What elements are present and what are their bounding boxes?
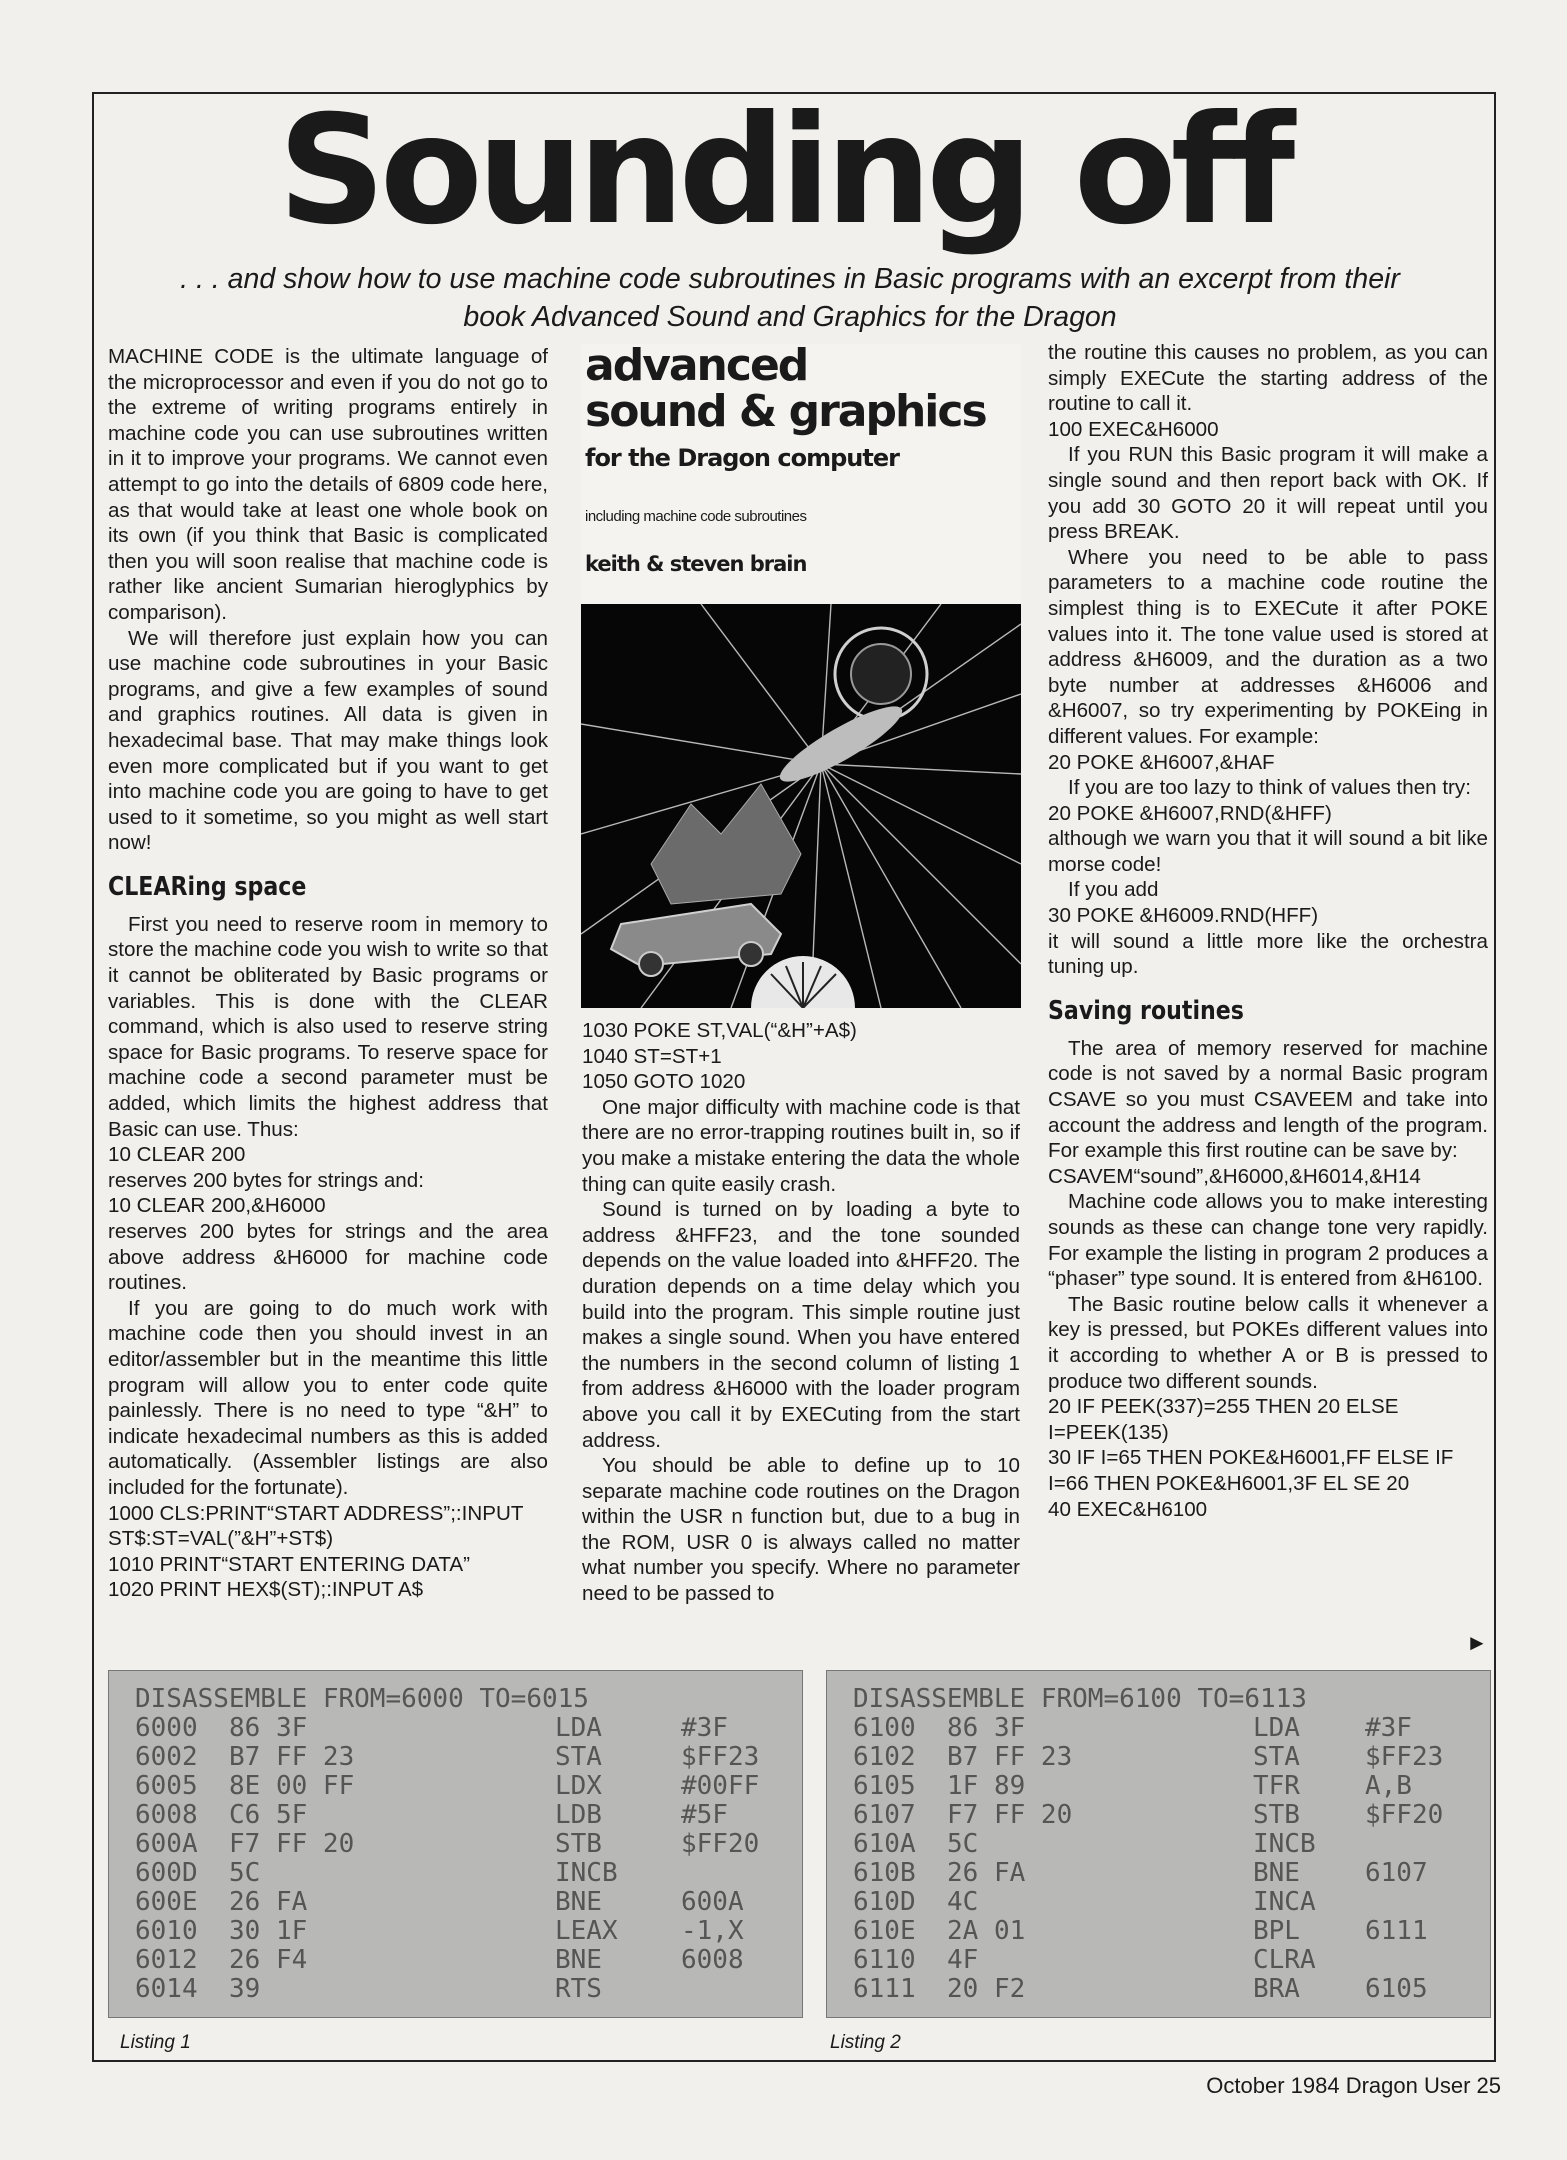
listing-row: 6014 39 RTS <box>135 1974 602 2004</box>
paragraph: If you add <box>1068 878 1159 902</box>
listing-1-panel <box>108 1670 803 2018</box>
code-line: 1050 GOTO 1020 <box>582 1070 746 1094</box>
code-line: 1000 CLS:PRINT“START ADDRESS”;:INPUT ST$:ST=VAL(”&H”+ST$) <box>108 1501 524 1551</box>
code-line: 1030 POKE ST,VAL(“&H”+A$) <box>582 1019 857 1042</box>
listing-2-panel <box>826 1670 1491 2018</box>
listing-header: DISASSEMBLE FROM=6000 TO=6015 <box>135 1684 589 1714</box>
listing-row: 600D 5C INCB <box>135 1858 618 1888</box>
article-title: Sounding off <box>277 84 1290 258</box>
book-subtitle-line: including machine code subroutines <box>585 508 807 525</box>
book-authors: keith & steven brain <box>585 552 807 576</box>
code-line: 20 POKE &H6007,RND(&HFF) <box>1048 801 1332 825</box>
paragraph: it will sound a little more like the orchestra tuning up. <box>1048 929 1488 979</box>
paragraph: If you are too lazy to think of values then try: <box>1068 776 1471 800</box>
listing-row: 6008 C6 5F LDB #5F <box>135 1800 728 1830</box>
section-heading-saving-routines: Saving routines <box>1048 995 1244 1026</box>
code-line: 20 POKE &H6007,&HAF <box>1048 750 1275 774</box>
page-footer: October 1984 Dragon User 25 <box>1206 2073 1501 2098</box>
paragraph: the routine this causes no problem, as you can simply EXECute the starting address of the routine to call it. <box>1048 341 1488 416</box>
listing-row: 610B 26 FA BNE 6107 <box>853 1858 1428 1888</box>
book-cover-title-area <box>581 344 1021 604</box>
code-line: 10 CLEAR 200,&H6000 <box>108 1194 326 1218</box>
column-3 <box>1048 340 1488 1522</box>
listing-row: 610E 2A 01 BPL 6111 <box>853 1916 1428 1946</box>
listing-header: DISASSEMBLE FROM=6100 TO=6113 <box>853 1684 1307 1714</box>
code-line: 30 IF I=65 THEN POKE&H6001,FF ELSE IF I=66 THEN POKE&H6001,3F EL SE 20 <box>1048 1446 1454 1495</box>
code-line: 10 CLEAR 200 <box>108 1143 246 1167</box>
paragraph: You should be able to define up to 10 separate machine code routines on the Dragon within the USR n function but, due to a bug in the ROM, USR 0 is always called no matter what number you specify. Where no parameter need to be passed to <box>582 1454 1020 1606</box>
code-line: 1040 ST=ST+1 <box>582 1044 722 1068</box>
listing-row: 6110 4F CLRA <box>853 1945 1316 1975</box>
listing-row: 610A 5C INCB <box>853 1829 1316 1859</box>
continue-arrow-icon: ► <box>1466 1630 1488 1655</box>
paragraph: We will therefore just explain how you can use machine code subroutines in your Basic programs, and give a few examples of sound and graphics routines. All data is given in hexadecimal base. That may make things look even more complicated but if you want to get into machine code you are going to have to get used to it sometime, so you might as well start now! <box>108 626 548 855</box>
code-line: 100 EXEC&H6000 <box>1048 417 1219 441</box>
listing-row: 6102 B7 FF 23 STA $FF23 <box>853 1742 1444 1772</box>
paragraph: Machine code allows you to make interesting sounds as these can change tone very rapidly. For example the listing in program 2 produces a “phaser” type sound. It is entered from &H6100. <box>1048 1190 1488 1291</box>
listing-row: 6107 F7 FF 20 STB $FF20 <box>853 1800 1444 1830</box>
paragraph: Sound is turned on by loading a byte to address &HFF23, and the tone sounded depends on the value loaded into &HFF20. The duration depends on a time delay which you build into the program. This simple routine just makes a single sound. When you have entered the numbers in the second column of listing 1 from address &H6000 with the loader program above you call it by EXECuting from the start address. <box>582 1198 1020 1452</box>
listing-row: 610D 4C INCA <box>853 1887 1316 1917</box>
paragraph: If you are going to do much work with machine code then you should invest in an editor/assembler but in the meantime this little program will allow you to enter code quite painlessly. There is no need to type “&H” to indicate hexadecimal numbers as this is added automatically. (Assembler listings are also included for the fortunate). <box>108 1296 548 1499</box>
code-line: CSAVEM“sound”,&H6000,&H6014,&H14 <box>1048 1164 1421 1188</box>
paragraph: MACHINE CODE is the ultimate language of the microprocessor and even if you do not go to the extreme of writing programs entirely in machine code you can use subroutines written in it to improve your programs. We cannot even attempt to go into the details of 6809 code here, as that would take at least one whole book on its own (if you think that Basic is complicated then you will soon realise that machine code is rather like ancient Sumarian hieroglyphics by comparison). <box>108 345 548 624</box>
column-1 <box>108 344 548 1603</box>
listing-2-caption: Listing 2 <box>830 2032 901 2053</box>
book-cover-artwork <box>581 604 1021 1008</box>
book-title-line: for the Dragon computer <box>585 444 899 472</box>
book-title-line: sound & graphics <box>585 386 986 437</box>
paragraph: If you RUN this Basic program it will make a single sound and then report back with OK. If you add 30 GOTO 20 it will repeat until you press BREAK. <box>1048 443 1488 544</box>
article-subtitle: . . . and show how to use machine code subroutines in Basic programs with an excerpt from their book Advanced Sound and Graphics for the Dragon <box>180 263 1400 333</box>
code-line: 1010 PRINT“START ENTERING DATA” <box>108 1552 470 1576</box>
paragraph: Where you need to be able to pass parameters to a machine code routine the simplest thing is to EXECute it after POKE values into it. The tone value used is stored at address &H6009, and the duration as a two byte number at addresses &H6006 and &H6007, so try experimenting by POKEing in different values. For example: <box>1048 545 1488 748</box>
listing-row: 6111 20 F2 BRA 6105 <box>853 1974 1428 2004</box>
code-line: 20 IF PEEK(337)=255 THEN 20 ELSE I=PEEK(135) <box>1048 1395 1399 1444</box>
listing-row: 600A F7 FF 20 STB $FF20 <box>135 1829 760 1859</box>
paragraph: One major difficulty with machine code is that there are no error-trapping routines built in, so if you make a mistake entering the data the whole thing can quite easily crash. <box>582 1095 1020 1196</box>
listing-row: 6002 B7 FF 23 STA $FF23 <box>135 1742 760 1772</box>
code-line: 40 EXEC&H6100 <box>1048 1497 1208 1521</box>
listing-row: 6000 86 3F LDA #3F <box>135 1713 728 1743</box>
code-line: 30 POKE &H6009.RND(HFF) <box>1048 904 1319 928</box>
paragraph: The Basic routine below calls it whenever a key is pressed, but POKEs different values into it according to whether A or B is pressed to produce two different sounds. <box>1048 1292 1488 1393</box>
paragraph: First you need to reserve room in memory to store the machine code you wish to write so that it cannot be obliterated by Basic programs or variables. This is done with the CLEAR command, which is also used to reserve string space for Basic programs. To reserve space for machine code a second parameter must be added, which limits the highest address that Basic can use. Thus: <box>108 912 548 1141</box>
book-cover-image <box>581 344 1021 1008</box>
listing-row: 6010 30 1F LEAX -1,X <box>135 1916 744 1946</box>
listing-row: 600E 26 FA BNE 600A <box>135 1887 744 1917</box>
listing-row: 6105 1F 89 TFR A,B <box>853 1771 1412 1801</box>
code-line: 1020 PRINT HEX$(ST);:INPUT A$ <box>108 1578 424 1602</box>
section-heading-clearing-space: CLEARing space <box>108 871 307 902</box>
paragraph: reserves 200 bytes for strings and: <box>108 1168 424 1192</box>
column-2 <box>582 1018 1020 1607</box>
listing-row: 6100 86 3F LDA #3F <box>853 1713 1412 1743</box>
paragraph: although we warn you that it will sound a bit like morse code! <box>1048 827 1488 876</box>
paragraph: reserves 200 bytes for strings and the area above address &H6000 for machine code routines. <box>108 1220 548 1295</box>
book-title-line: advanced <box>585 344 808 391</box>
paragraph: The area of memory reserved for machine code is not saved by a normal Basic program CSAVE so you must CSAVEEM and take into account the address and length of the program. For example this first routine can be save by: <box>1048 1036 1488 1163</box>
listing-row: 6012 26 F4 BNE 6008 <box>135 1945 744 1975</box>
listing-1-caption: Listing 1 <box>120 2032 191 2053</box>
listing-row: 6005 8E 00 FF LDX #00FF <box>135 1771 760 1801</box>
